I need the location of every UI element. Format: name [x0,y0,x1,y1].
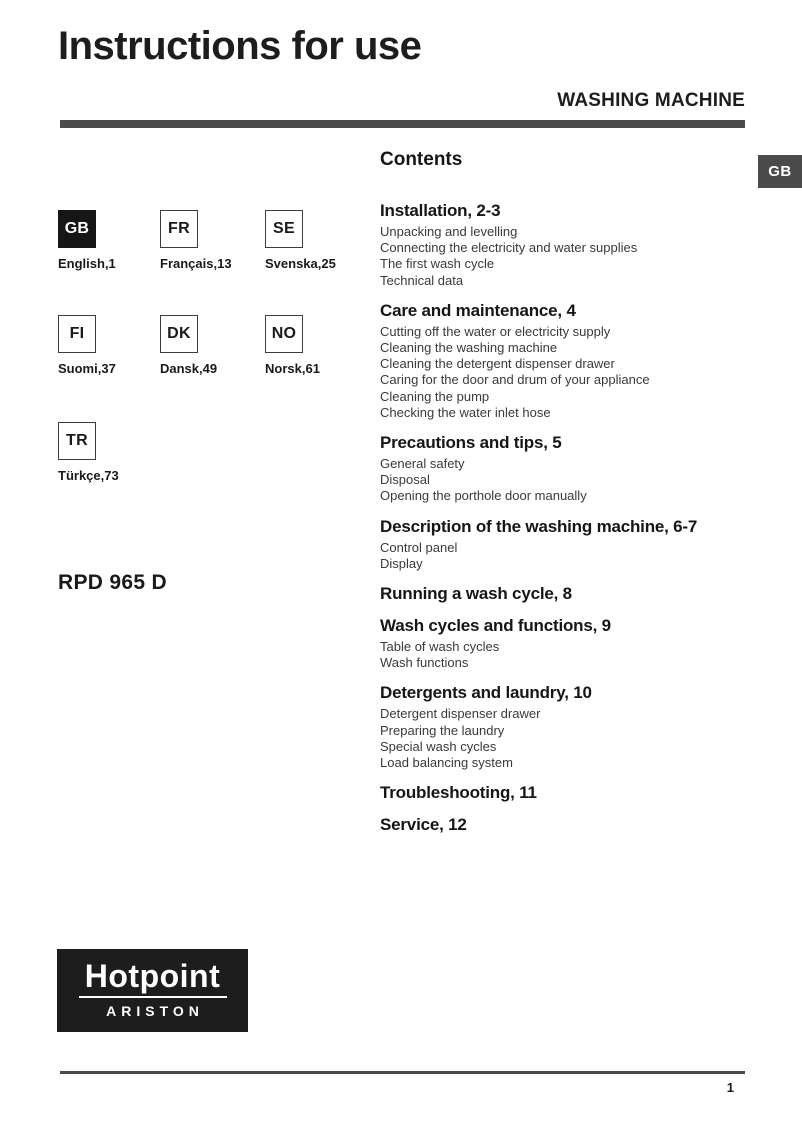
logo-divider-line [79,996,227,998]
header-divider-bar [60,120,745,128]
language-label: Norsk,61 [265,361,320,376]
language-code-box: GB [58,210,96,248]
toc-item: General safety [380,456,465,472]
toc-section-wash-cycles [380,616,752,671]
toc-item: Cleaning the pump [380,388,490,404]
footer-divider-bar [60,1071,745,1074]
appliance-type-label: WASHING MACHINE [557,90,745,111]
language-item-gb [58,210,116,271]
contents-heading: Contents [380,149,463,170]
toc-section-title: Description of the washing machine, 6-7 [380,516,698,536]
toc-section-troubleshooting [380,783,752,803]
page-title: Instructions for use [58,24,422,68]
toc-section-care [380,301,752,421]
language-item-dk [160,315,217,376]
toc-item: Load balancing system [380,755,513,771]
toc-item: Table of wash cycles [380,639,500,655]
toc-item: Disposal [380,472,430,488]
hotpoint-ariston-logo [57,949,248,1032]
toc-item: Unpacking and levelling [380,224,518,239]
toc-section-title: Precautions and tips, 5 [380,433,562,453]
language-item-fr [160,210,232,271]
toc-item: Caring for the door and drum of your appliance [380,372,650,388]
toc-section-running [380,584,752,604]
toc-item: Cleaning the washing machine [380,340,558,356]
toc-item: Technical data [380,272,464,288]
toc-section-precautions [380,433,752,505]
toc-item: Cleaning the detergent dispenser drawer [380,356,615,372]
table-of-contents [380,149,752,847]
language-code-box: SE [265,210,303,248]
toc-item: Wash functions [380,655,469,671]
page-number: 1 [726,1080,734,1095]
language-item-no [265,315,320,376]
toc-item: Cutting off the water or electricity supply [380,323,611,339]
toc-section-title: Service, 12 [380,815,467,835]
toc-item: Preparing the laundry [380,722,505,738]
toc-item: The first wash cycle [380,256,495,272]
toc-section-detergents [380,683,752,771]
language-code-box: NO [265,315,303,353]
language-label: English,1 [58,256,116,271]
toc-section-title: Wash cycles and functions, 9 [380,616,611,636]
language-code-box: FI [58,315,96,353]
language-item-tr [58,422,119,483]
toc-item: Detergent dispenser drawer [380,706,541,722]
toc-item: Control panel [380,539,458,555]
language-side-tab: GB [758,155,802,188]
toc-item: Opening the porthole door manually [380,488,587,504]
logo-subbrand-text: ARISTON [106,1002,204,1019]
toc-section-title: Installation, 2-3 [380,201,501,220]
language-label: Türkçe,73 [58,468,119,483]
toc-item: Checking the water inlet hose [380,404,551,420]
toc-section-title: Troubleshooting, 11 [380,783,537,803]
toc-item: Connecting the electricity and water supplies [380,240,638,256]
toc-item: Special wash cycles [380,738,497,754]
logo-brand-text: Hotpoint [84,957,221,994]
language-code-box: FR [160,210,198,248]
language-item-fi [58,315,116,376]
language-code-box: DK [160,315,198,353]
language-label: Svenska,25 [265,256,336,271]
toc-section-title: Detergents and laundry, 10 [380,683,592,703]
language-label: Suomi,37 [58,361,116,376]
toc-section-description [380,517,752,572]
toc-section-installation [380,201,752,289]
toc-section-service [380,815,752,835]
language-label: Français,13 [160,256,232,271]
language-grid [58,210,368,510]
model-number: RPD 965 D [58,571,167,594]
language-item-se [265,210,336,271]
language-label: Dansk,49 [160,361,218,376]
toc-section-title: Running a wash cycle, 8 [380,584,572,604]
toc-section-title: Care and maintenance, 4 [380,300,576,320]
toc-item: Display [380,555,423,571]
language-code-box: TR [58,422,96,460]
